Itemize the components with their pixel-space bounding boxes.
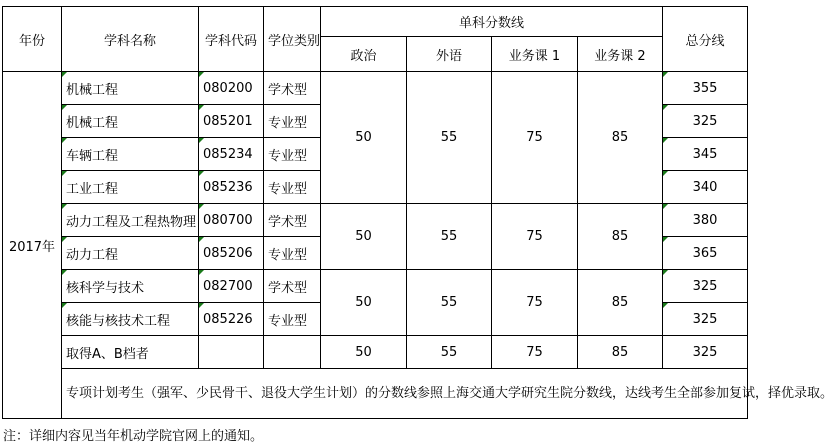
subject-name-cell: 取得A、B档者 xyxy=(62,336,199,369)
subject-name-cell: 机械工程 xyxy=(62,105,199,138)
total-score-cell: 365 xyxy=(663,237,748,270)
total-score-cell: 325 xyxy=(663,303,748,336)
degree-type-cell: 专业型 xyxy=(264,171,321,204)
subject-name-cell: 工业工程 xyxy=(62,171,199,204)
course1-score-cell: 75 xyxy=(492,204,578,270)
header-year: 年份 xyxy=(3,7,62,72)
subject-code-cell: 080200 xyxy=(199,72,264,105)
course1-score-cell: 75 xyxy=(492,336,578,369)
subject-code-cell: 085226 xyxy=(199,303,264,336)
subject-code-cell: 080700 xyxy=(199,204,264,237)
total-score-cell: 325 xyxy=(663,336,748,369)
total-score-cell: 380 xyxy=(663,204,748,237)
total-score-cell: 345 xyxy=(663,138,748,171)
year-cell: 2017年 xyxy=(3,72,62,419)
politics-score-cell: 50 xyxy=(321,204,407,270)
header-subject-name: 学科名称 xyxy=(62,7,199,72)
degree-type-cell: 专业型 xyxy=(264,138,321,171)
footnote: 注：详细内容见当年机动学院官网上的通知。 xyxy=(3,429,264,444)
special-note-row xyxy=(3,369,748,419)
foreign-score-cell: 55 xyxy=(407,72,492,204)
subject-name-cell: 动力工程 xyxy=(62,237,199,270)
course1-score-cell: 75 xyxy=(492,72,578,204)
politics-score-cell: 50 xyxy=(321,336,407,369)
subject-name-cell: 车辆工程 xyxy=(62,138,199,171)
score-table xyxy=(2,6,833,419)
foreign-score-cell: 55 xyxy=(407,204,492,270)
degree-type-cell: 专业型 xyxy=(264,105,321,138)
course2-score-cell: 85 xyxy=(578,336,663,369)
degree-type-cell: 学术型 xyxy=(264,270,321,303)
table-row xyxy=(3,270,748,303)
subject-code-cell xyxy=(199,336,264,369)
course2-score-cell: 85 xyxy=(578,204,663,270)
subject-name-cell: 动力工程及工程热物理 xyxy=(62,204,199,237)
table-row xyxy=(3,336,748,369)
course2-score-cell: 85 xyxy=(578,270,663,336)
header-course-2: 业务课 2 xyxy=(578,37,663,72)
degree-type-cell: 学术型 xyxy=(264,204,321,237)
header-single-subject: 单科分数线 xyxy=(321,7,663,37)
politics-score-cell: 50 xyxy=(321,72,407,204)
subject-code-cell: 085206 xyxy=(199,237,264,270)
special-note-text: 专项计划考生（强军、少民骨干、退役大学生计划）的分数线参照上海交通大学研究生院分数线，达线考生全部参加复试，择优录取。 xyxy=(62,369,748,419)
total-score-cell: 325 xyxy=(663,270,748,303)
header-subject-code: 学科代码 xyxy=(199,7,264,72)
degree-type-cell: 专业型 xyxy=(264,237,321,270)
total-score-cell: 355 xyxy=(663,72,748,105)
course2-score-cell: 85 xyxy=(578,72,663,204)
subject-name-cell: 核科学与技术 xyxy=(62,270,199,303)
subject-code-cell: 085201 xyxy=(199,105,264,138)
politics-score-cell: 50 xyxy=(321,270,407,336)
header-politics: 政治 xyxy=(321,37,407,72)
foreign-score-cell: 55 xyxy=(407,270,492,336)
table-row xyxy=(3,204,748,237)
header-foreign-language: 外语 xyxy=(407,37,492,72)
header-course-1: 业务课 1 xyxy=(492,37,578,72)
subject-code-cell: 082700 xyxy=(199,270,264,303)
degree-type-cell: 专业型 xyxy=(264,303,321,336)
header-row-1 xyxy=(3,7,748,37)
degree-type-cell xyxy=(264,336,321,369)
subject-code-cell: 085234 xyxy=(199,138,264,171)
total-score-cell: 325 xyxy=(663,105,748,138)
total-score-cell: 340 xyxy=(663,171,748,204)
header-degree-type: 学位类别 xyxy=(264,7,321,72)
course1-score-cell: 75 xyxy=(492,270,578,336)
table-row xyxy=(3,72,748,105)
header-total: 总分线 xyxy=(663,7,748,72)
subject-name-cell: 核能与核技术工程 xyxy=(62,303,199,336)
subject-name-cell: 机械工程 xyxy=(62,72,199,105)
degree-type-cell: 学术型 xyxy=(264,72,321,105)
foreign-score-cell: 55 xyxy=(407,336,492,369)
subject-code-cell: 085236 xyxy=(199,171,264,204)
